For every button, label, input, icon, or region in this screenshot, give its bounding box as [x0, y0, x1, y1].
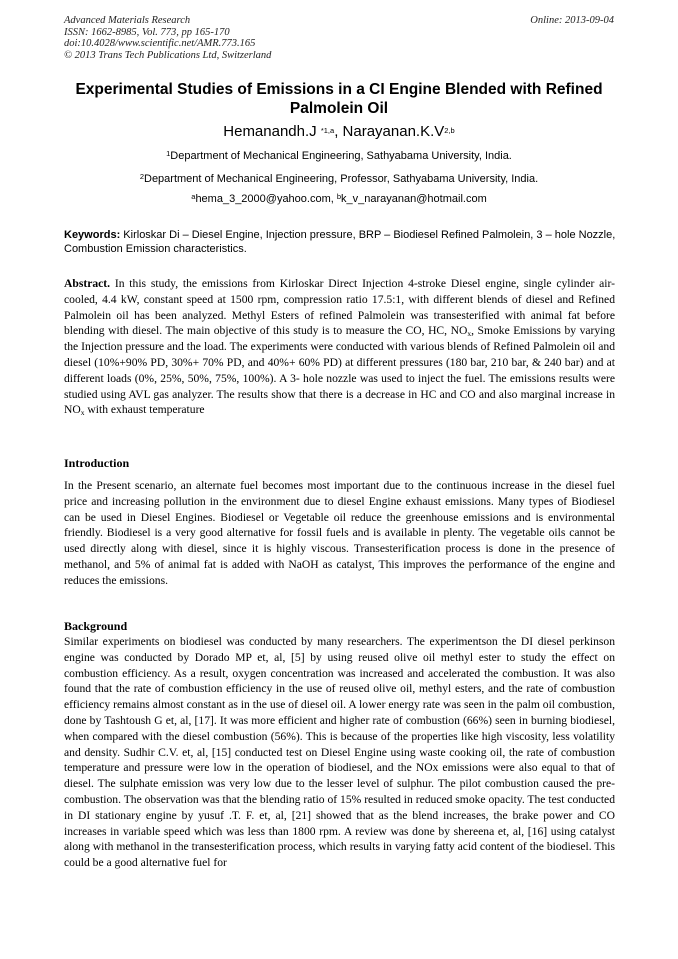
author-line — [60, 122, 618, 142]
abstract-text-2: , Smoke Emissions by varying the Injection pressure and the load. The experiments were conducted with various blends of Refined Palmolein oil and diesel (10%+90% PD, 30%+ 70% PD, and 40%+ 60% PD) at different pressures (180 bar, 210 bar, & 240 bar) and at different loads (0%, 25%, 50%, 75%, 100%). A 3- hole nozzle was used to inject the fuel. The emissions results were studied using AVL gas analyzer. The results show that there is a decrease in HC and CO and also marginal increase in NO — [64, 324, 615, 417]
keywords-text: Kirloskar Di – Diesel Engine, Injection pressure, BRP – Biodiesel Refined Palmolein, 3 – hole Nozzle, Combustion Emission characteristics. — [64, 229, 616, 255]
email-a-sup: a — [191, 192, 196, 201]
keywords-label: Keywords: — [64, 229, 121, 241]
email-b: k_v_narayanan@hotmail.com — [341, 193, 487, 205]
keywords-block — [64, 228, 616, 256]
affiliation-1-sup: 1 — [166, 149, 171, 158]
introduction-heading: Introduction — [64, 456, 130, 470]
copyright-line: © 2013 Trans Tech Publications Ltd, Switzerland — [64, 49, 272, 61]
author-1-sup: *1,a — [320, 126, 335, 135]
email-a: hema_3_2000@yahoo.com, — [195, 193, 337, 205]
journal-header — [64, 15, 271, 61]
doi-line: doi:10.4028/www.scientific.net/AMR.773.165 — [64, 38, 256, 49]
affiliation-1-text: Department of Mechanical Engineering, Sathyabama University, India. — [170, 150, 512, 162]
abstract-label: Abstract. — [64, 277, 111, 290]
affiliation-1 — [60, 149, 618, 163]
author-2: Narayanan.K.V — [342, 123, 445, 140]
affiliation-2-sup: 2 — [139, 172, 144, 181]
affiliation-2 — [60, 172, 618, 186]
abstract-text-1: In this study, the emissions from Kirloskar Direct Injection 4-stroke Diesel engine, single cylinder air-cooled, 4.4 kW, constant speed at 1500 rpm, compression ratio 17.5:1, with different blends of diesel and Refined Palmolein oil has been analyzed. Methyl Esters of refined Palmolein was transesterified with animal fat before blending with diesel. The main objective of this study is to measure the CO, HC, NO — [64, 277, 615, 338]
author-2-sup: 2,b — [444, 126, 455, 135]
email-b-sup: b — [336, 192, 342, 201]
background-heading: Background — [64, 619, 128, 633]
issn-line: ISSN: 1662-8985, Vol. 773, pp 165-170 — [64, 26, 230, 38]
abstract-sub-2: x — [80, 408, 85, 418]
background-paragraph: Similar experiments on biodiesel was conducted by many researchers. The experimentson the DI diesel perkinson engine was conducted by Dorado MP et, al, [5] by using reused olive oil methyl ester to study the effect on combustion efficiency. As a result, oxygen concentration was increased and accelerated the combustion. It was also found that the rate of combustion efficiency in the use of reused olive oil, methyl esters, and the rate of combustion efficiency remains almost constant as in the use of diesel oil. A lower energy rate was seen in the palm oil combustion, done by Tashtoush G et, al, [17]. It was more efficient and higher rate of combustion (66%) seen in burning biodiesel, when compared with the diesel combustion (56%). This is because of the properties like high viscosity, less volatility and density. Sudhir C.V. et, al, [15] conducted test on Diesel Engine using waste cooking oil, the rate of combustion temperature and pressure were low in the operation of biodiesel, and the NOx emissions were also equal to that of diesel. The sulphate emission was very low due to the lesser level of sulphur. The pilot combustion caused the pre-combustion. The observation was that the blending ratio of 15% resulted in reduced smoke opacity. The test conducted in DI stationary engine by yusuf .T. F. et, al, [21] showed that as the blend increases, the brake power and CO increases in variable speed which was less than 1800 rpm. A review was done by shereena et, al, [16] using catalyst along with methanol in the transesterification process, which results in varying fatty acid content of the biodiesel. This could be a good alternative fuel for — [64, 635, 615, 870]
abstract-text-3: with exhaust temperature — [84, 403, 205, 417]
abstract-sub-1: x — [467, 329, 472, 339]
affiliation-2-text: Department of Mechanical Engineering, Professor, Sathyabama University, India. — [144, 173, 539, 185]
journal-name: Advanced Materials Research — [64, 15, 191, 26]
abstract-paragraph — [64, 276, 615, 418]
author-emails — [60, 192, 618, 206]
introduction-paragraph: In the Present scenario, an alternate fuel becomes most important due to the continuous increase in the diesel fuel price and increasing pollution in the environment due to diesel Engine exhaust emissions. Many types of Biodiesel can be used in Diesel Engines. Biodiesel or Vegetable oil reduce the greenhouse emissions and is environmental friendly. Biodiesel is a very good alternative for fossil fuels and is available in plenty. The vegetable oils cannot be used directly along with diesel, since it is highly viscous. Transesterification process is done in the presence of methanol, and 5% of animal fat is added with NaOH as catalyst, This improves the performance of the engine and reduces the emissions. — [64, 479, 615, 587]
paper-title: Experimental Studies of Emissions in a CI Engine Blended with Refined Palmolein Oil — [75, 81, 603, 117]
online-date: Online: 2013-09-04 — [530, 15, 614, 26]
author-separator: , — [334, 123, 343, 140]
author-1: Hemanandh.J — [223, 123, 317, 140]
